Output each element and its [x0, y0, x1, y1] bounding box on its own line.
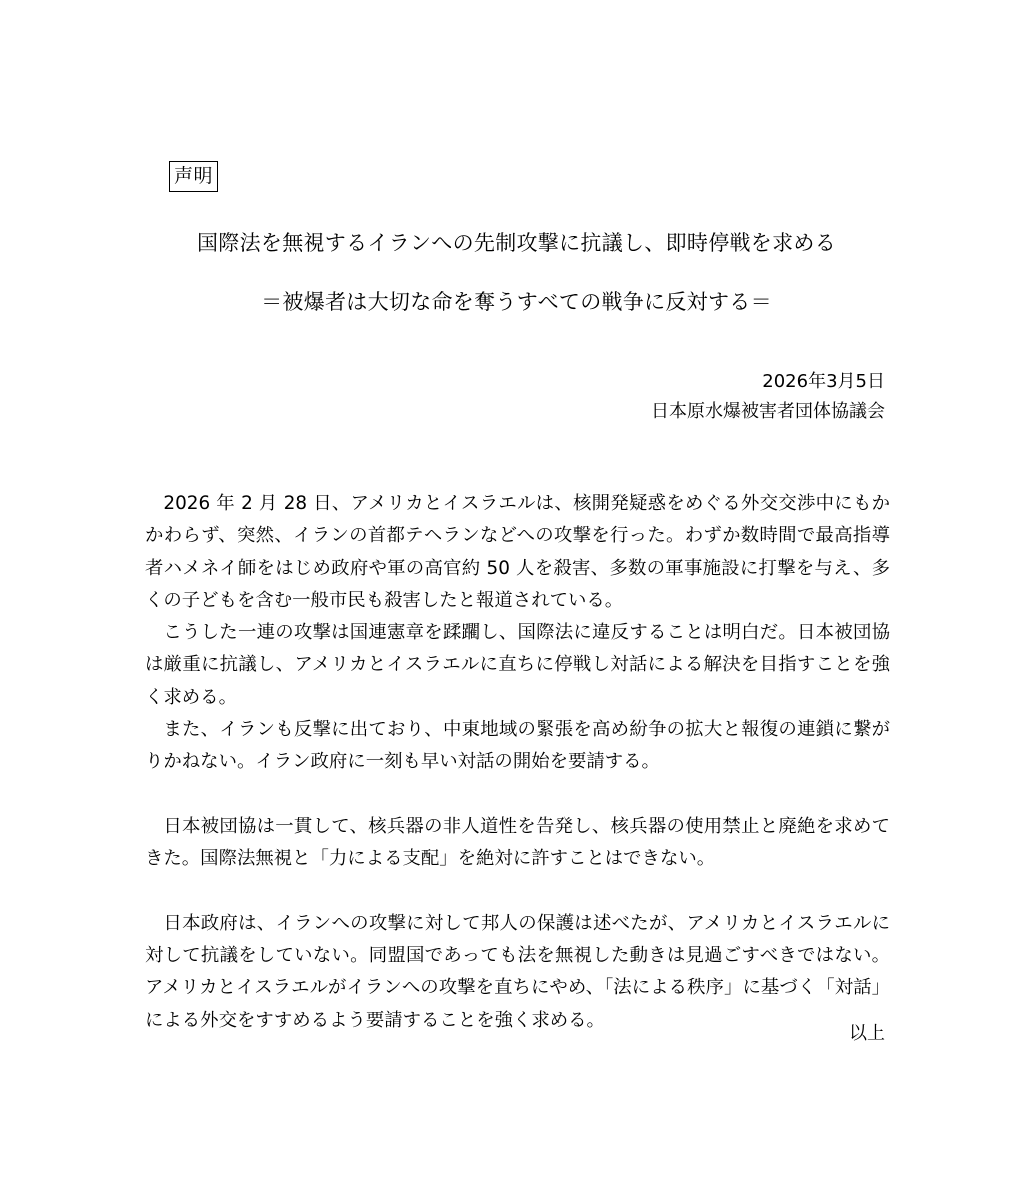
closing-mark: 以上: [849, 1023, 885, 1044]
paragraph: こうした一連の攻撃は国連憲章を蹂躙し、国際法に違反することは明白だ。日本被団協は厳重に抗議し、アメリカとイスラエルに直ちに停戦し対話による解決を目指すことを強く求める。: [145, 622, 890, 708]
issuing-organization: 日本原水爆被害者団体協議会: [651, 401, 885, 422]
statement-label: 声明: [169, 161, 218, 192]
paragraph: また、イランも反撃に出ており、中東地域の緊張を高め紛争の拡大と報復の連鎖に繋がりかねない。イラン政府に一刻も早い対話の開始を要請する。: [145, 719, 890, 773]
document-date: 2026年3月5日: [762, 371, 885, 392]
paragraph: 日本被団協は一貫して、核兵器の非人道性を告発し、核兵器の使用禁止と廃絶を求めてきた。国際法無視と「力による支配」を絶対に許すことはできない。: [145, 815, 890, 870]
paragraph-spacer: [145, 876, 890, 908]
paragraph: 2026 年 2 月 28 日、アメリカとイスラエルは、核開発疑惑をめぐる外交交渉中にもかかわらず、突然、イランの首都テヘランなどへの攻撃を行った。わずか数時間で最高指導者ハメネイ師をはじめ政府や軍の高官約 50 人を殺害、多数の軍事施設に打撃を与え、多くの子どもを含む一般市民も殺害したと報道されている。: [145, 493, 890, 611]
paragraph-spacer: [145, 779, 890, 811]
paragraph: 日本政府は、イランへの攻撃に対して邦人の保護は述べたが、アメリカとイスラエルに対して抗議をしていない。同盟国であっても法を無視した動きは見過ごすべきではない。アメリカとイスラエルがイランへの攻撃を直ちにやめ、「法による秩序」に基づく「対話」による外交をすすめるよう要請することを強く求める。: [145, 912, 890, 1031]
document-body: [145, 488, 890, 1037]
document-title: 国際法を無視するイランへの先制攻撃に抗議し、即時停戦を求める: [197, 231, 836, 255]
document-subtitle: ＝被爆者は大切な命を奪うすべての戦争に反対する＝: [261, 290, 772, 314]
